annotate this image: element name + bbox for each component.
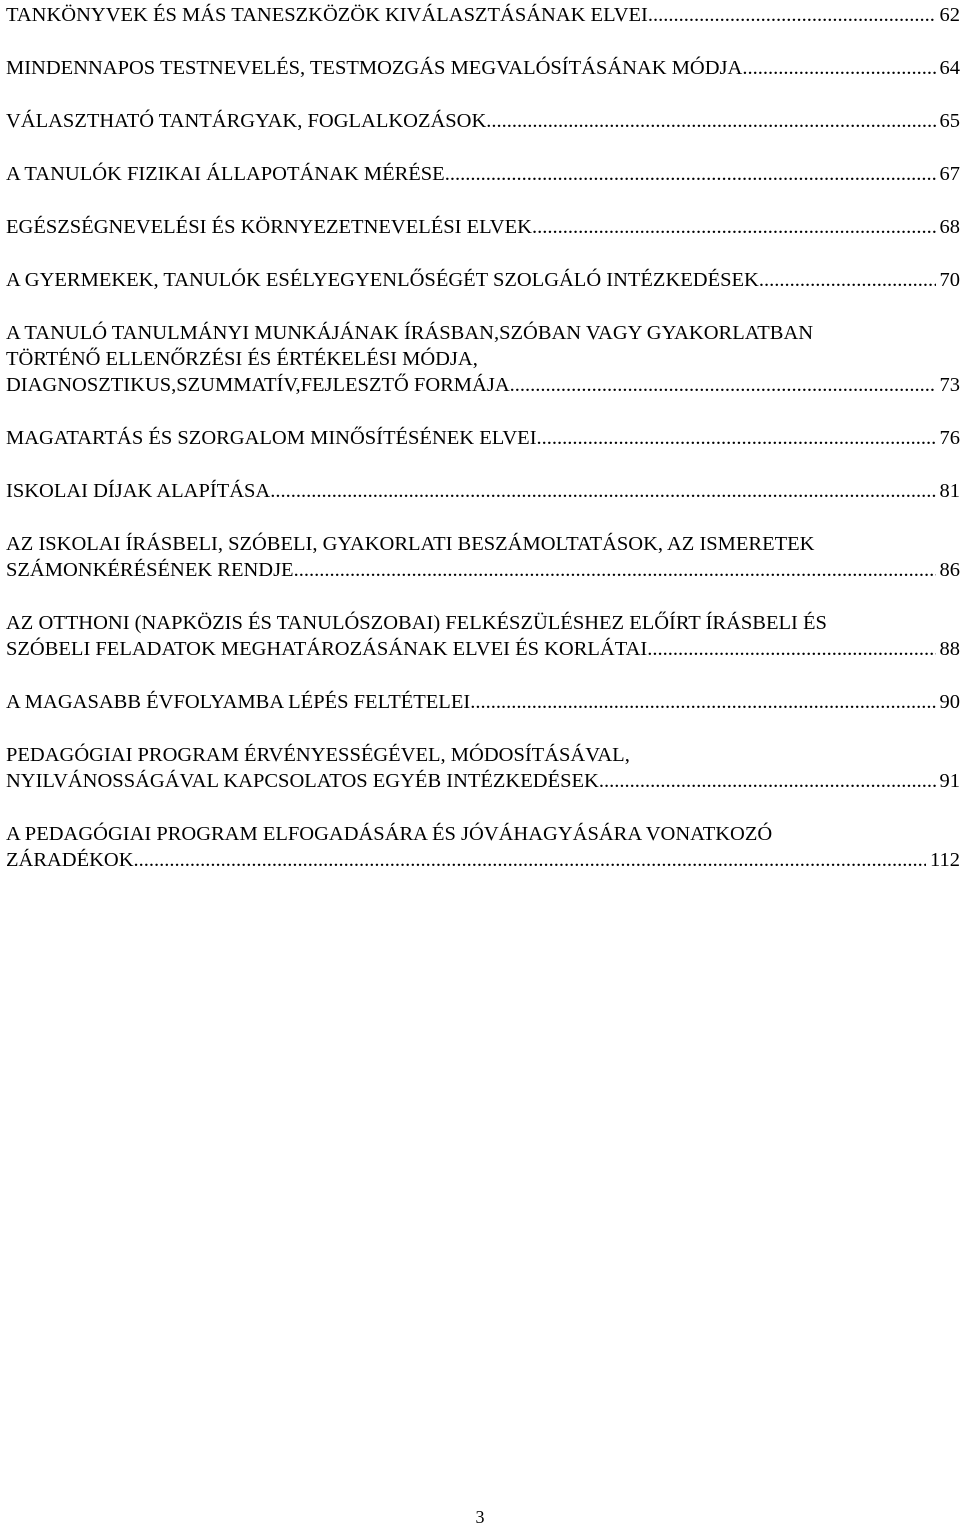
- dot-leader: [599, 768, 936, 794]
- dot-leader: [648, 2, 936, 28]
- toc-entry-leader-line: [6, 768, 960, 794]
- toc-entry-leader-line: [6, 372, 960, 398]
- toc-entry-leader-line: [6, 214, 960, 240]
- toc-entry-title-line: A TANULÓ TANULMÁNYI MUNKÁJÁNAK ÍRÁSBAN,SZÓBAN VAGY GYAKORLATBAN: [6, 322, 814, 344]
- toc-entry-leader-line: [6, 2, 960, 28]
- dot-leader: [537, 425, 936, 451]
- dot-leader: [759, 267, 936, 293]
- toc-entry-page-number: 81: [939, 480, 960, 502]
- toc-entry-page-number: 67: [939, 163, 960, 185]
- toc-entry-title-line: PEDAGÓGIAI PROGRAM ÉRVÉNYESSÉGÉVEL, MÓDOSÍTÁSÁVAL,: [6, 744, 630, 766]
- toc-entry-leader-line: [6, 425, 960, 451]
- toc-entry-title: DIAGNOSZTIKUS,SZUMMATÍV,FEJLESZTŐ FORMÁJA: [6, 374, 510, 396]
- toc-entry-page-number: 73: [939, 374, 960, 396]
- toc-entry[interactable]: [6, 320, 960, 398]
- toc-entry[interactable]: [6, 610, 960, 662]
- toc-entry-title: EGÉSZSÉGNEVELÉSI ÉS KÖRNYEZETNEVELÉSI ELVEK: [6, 216, 532, 238]
- dot-leader: [270, 478, 935, 504]
- toc-entry-leader-line: [6, 636, 960, 662]
- toc-entry-leader-line: [6, 478, 960, 504]
- toc-entry[interactable]: [6, 742, 960, 794]
- toc-entry-page-number: 91: [939, 770, 960, 792]
- dot-leader: [445, 161, 936, 187]
- toc-entry-leader-line: [6, 557, 960, 583]
- dot-leader: [134, 847, 926, 873]
- toc-entry-page-number: 90: [939, 691, 960, 713]
- page-number: 3: [475, 1507, 485, 1527]
- toc-entry[interactable]: [6, 161, 960, 187]
- toc-entry[interactable]: [6, 425, 960, 451]
- toc-entry-leader-line: [6, 267, 960, 293]
- toc-entry-title-line: A PEDAGÓGIAI PROGRAM ELFOGADÁSÁRA ÉS JÓVÁHAGYÁSÁRA VONATKOZÓ: [6, 823, 773, 845]
- toc-entry[interactable]: [6, 478, 960, 504]
- toc-entry-title: MINDENNAPOS TESTNEVELÉS, TESTMOZGÁS MEGVALÓSÍTÁSÁNAK MÓDJA: [6, 57, 743, 79]
- toc-entry-page-number: 70: [939, 269, 960, 291]
- toc-entry-leader-line: [6, 689, 960, 715]
- dot-leader: [486, 108, 935, 134]
- toc-entry-page-number: 88: [939, 638, 960, 660]
- toc-entry-title-line: AZ ISKOLAI ÍRÁSBELI, SZÓBELI, GYAKORLATI BESZÁMOLTATÁSOK, AZ ISMERETEK: [6, 533, 815, 555]
- toc-entry-title: VÁLASZTHATÓ TANTÁRGYAK, FOGLALKOZÁSOK: [6, 110, 487, 132]
- toc-entry[interactable]: [6, 531, 960, 583]
- toc-entry-leader-line: [6, 55, 960, 81]
- toc-entry-title: ISKOLAI DÍJAK ALAPÍTÁSA: [6, 480, 271, 502]
- toc-entry[interactable]: [6, 821, 960, 873]
- dot-leader: [742, 55, 935, 81]
- toc-entry-title: SZÁMONKÉRÉSÉNEK RENDJE: [6, 559, 294, 581]
- toc-entry-page-number: 68: [939, 216, 960, 238]
- toc-entry-leader-line: [6, 847, 960, 873]
- toc-entry[interactable]: [6, 55, 960, 81]
- toc-entry-title: A GYERMEKEK, TANULÓK ESÉLYEGYENLŐSÉGÉT SZOLGÁLÓ INTÉZKEDÉSEK: [6, 269, 759, 291]
- toc-entry-page-number: 112: [930, 849, 960, 871]
- table-of-contents: [6, 0, 960, 900]
- toc-entry[interactable]: [6, 214, 960, 240]
- toc-entry-title: SZÓBELI FELADATOK MEGHATÁROZÁSÁNAK ELVEI ÉS KORLÁTAI: [6, 638, 648, 660]
- dot-leader: [647, 636, 935, 662]
- toc-entry-leader-line: [6, 108, 960, 134]
- toc-entry-page-number: 65: [939, 110, 960, 132]
- toc-entry-leader-line: [6, 161, 960, 187]
- dot-leader: [532, 214, 936, 240]
- toc-entry[interactable]: [6, 108, 960, 134]
- toc-entry-title-line: TÖRTÉNŐ ELLENŐRZÉSI ÉS ÉRTÉKELÉSI MÓDJA,: [6, 348, 478, 370]
- toc-entry-title-line: AZ OTTHONI (NAPKÖZIS ÉS TANULÓSZOBAI) FELKÉSZÜLÉSHEZ ELŐÍRT ÍRÁSBELI ÉS: [6, 612, 827, 634]
- toc-entry-title: A MAGASABB ÉVFOLYAMBA LÉPÉS FELTÉTELEI: [6, 691, 471, 713]
- toc-entry[interactable]: [6, 2, 960, 28]
- toc-entry-page-number: 62: [939, 4, 960, 26]
- toc-entry-title: NYILVÁNOSSÁGÁVAL KAPCSOLATOS EGYÉB INTÉZKEDÉSEK: [6, 770, 599, 792]
- dot-leader: [294, 557, 936, 583]
- dot-leader: [510, 372, 936, 398]
- toc-entry-title: A TANULÓK FIZIKAI ÁLLAPOTÁNAK MÉRÉSE: [6, 163, 445, 185]
- dot-leader: [470, 689, 935, 715]
- toc-entry-page-number: 76: [939, 427, 960, 449]
- toc-entry-title: TANKÖNYVEK ÉS MÁS TANESZKÖZÖK KIVÁLASZTÁSÁNAK ELVEI: [6, 4, 648, 26]
- toc-entry-page-number: 86: [939, 559, 960, 581]
- toc-entry[interactable]: [6, 267, 960, 293]
- toc-entry[interactable]: [6, 689, 960, 715]
- toc-entry-title: ZÁRADÉKOK: [6, 849, 134, 871]
- toc-entry-title: MAGATARTÁS ÉS SZORGALOM MINŐSÍTÉSÉNEK ELVEI: [6, 427, 537, 449]
- toc-entry-page-number: 64: [939, 57, 960, 79]
